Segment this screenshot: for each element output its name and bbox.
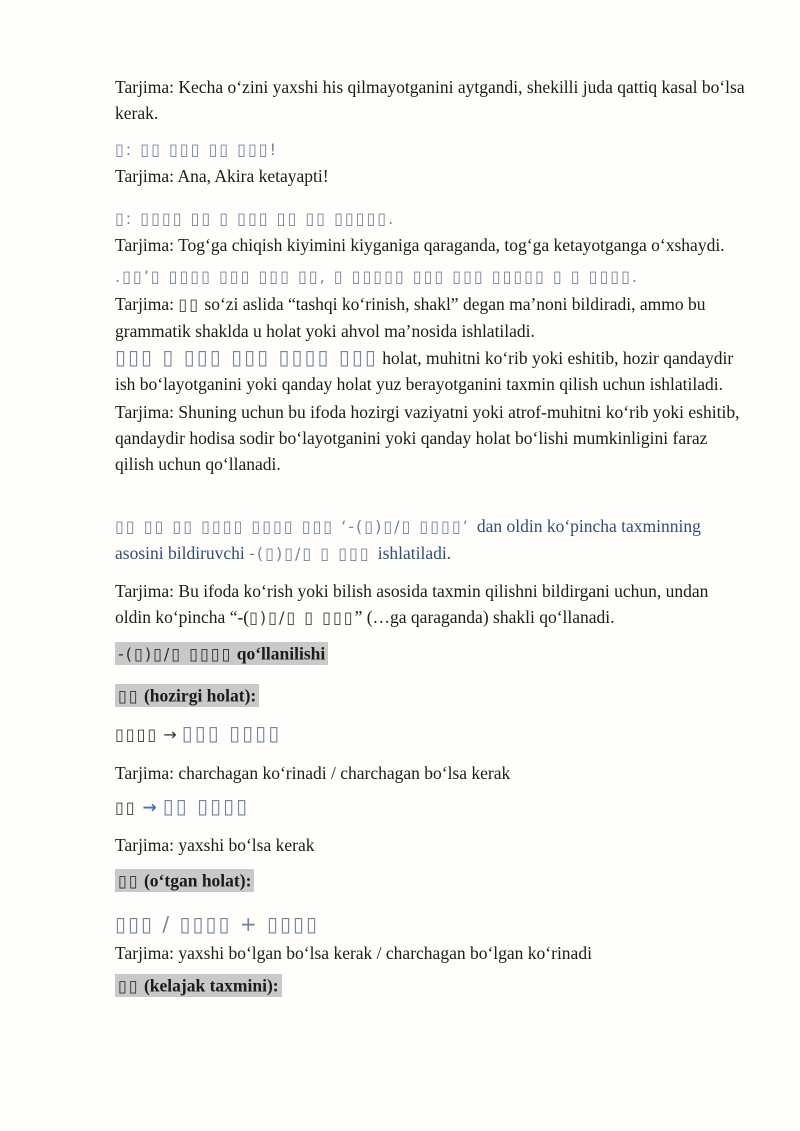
blue-grammar-note: ▯▯ ▯▯ ▯▯ ▯▯▯▯ ▯▯▯▯ ▯▯▯ ‘-(▯)▯/▯ ▯▯▯▯’ dan oldin ko‘pincha taxminning asosini bildiruvchi -(▯)▯/▯ ▯ ▯▯▯ ishlatiladi.: [115, 516, 701, 563]
translation-paragraph: Tarjima: Tog‘ga chiqish kiyimini kiyganiga qaraganda, tog‘ga ketayotganga o‘xshaydi.: [115, 235, 725, 255]
section-heading: [115, 640, 745, 667]
example-line: ▯▯▯▯ → ▯▯▯ ▯▯▯▯: [115, 721, 282, 745]
korean-dialog-line: ▯: ▯▯ ▯▯▯ ▯▯ ▯▯▯!: [115, 140, 278, 159]
translation-paragraph: Tarjima: yaxshi bo‘lsa kerak: [115, 835, 315, 855]
example-line: ▯▯▯ / ▯▯▯▯ + ▯▯▯▯: [115, 912, 319, 936]
translation-paragraph: Tarjima: Bu ifoda ko‘rish yoki bilish asosida taxmin qilishni bildirgani uchun, undan oldin ko‘pincha “-(▯)▯/▯ ▯ ▯▯▯” (…ga qaraganda) shakli qo‘llanadi.: [115, 581, 709, 627]
grammar-usage-paragraph: ▯▯▯ ▯ ▯▯▯ ▯▯▯ ▯▯▯▯ ▯▯▯ holat, muhitni ko‘rib yoki eshitib, hozir qandaydir ish bo‘layotganini yoki qanday holat yuz berayotganini taxmin qilish uchun ishlatiladi.: [115, 345, 734, 394]
translation-paragraph: Tarjima: Shuning uchun bu ifoda hozirgi vaziyatni yoki atrof-muhitni ko‘rib yoki eshitib, qandaydir hodisa sodir bo‘layotganini yoki qanday holat bo‘lishi mumkinligini faraz qilish uchun qo‘llanadi.: [115, 402, 740, 474]
highlighted-heading: -(▯)▯/▯ ▯▯▯▯ qo‘llanilishi: [115, 642, 328, 665]
example-line: ▯▯ → ▯▯ ▯▯▯▯: [115, 794, 250, 818]
document-content: [115, 74, 745, 999]
highlighted-heading: ▯▯ (kelajak taxmini):: [115, 974, 282, 997]
translation-paragraph: Tarjima: Kecha o‘zini yaxshi his qilmayotganini aytgandi, shekilli juda qattiq kasal bo‘lsa kerak.: [115, 77, 745, 123]
translation-paragraph: Tarjima: Ana, Akira ketayapti!: [115, 166, 329, 186]
translation-paragraph: Tarjima: ▯▯ so‘zi aslida “tashqi ko‘rinish, shakl” degan ma’noni bildiradi, ammo bu grammatik shaklda u holat yoki ahvol ma’nosida ishlatiladi.: [115, 294, 706, 341]
highlighted-heading: ▯▯ (hozirgi holat):: [115, 684, 259, 707]
highlighted-heading: ▯▯ (o‘tgan holat):: [115, 869, 254, 892]
translation-paragraph: Tarjima: charchagan ko‘rinadi / charchagan bo‘lsa kerak: [115, 763, 511, 783]
section-heading: [115, 682, 745, 709]
section-heading: [115, 972, 745, 999]
korean-sentence-line: .▯▯’▯ ▯▯▯▯ ▯▯▯ ▯▯▯ ▯▯, ▯ ▯▯▯▯▯ ▯▯▯ ▯▯▯ ▯▯▯▯▯ ▯ ▯ ▯▯▯▯.: [115, 267, 639, 286]
translation-paragraph: Tarjima: yaxshi bo‘lgan bo‘lsa kerak / charchagan bo‘lgan ko‘rinadi: [115, 943, 592, 963]
korean-dialog-line: ▯: ▯▯▯▯ ▯▯ ▯ ▯▯▯ ▯▯ ▯▯ ▯▯▯▯▯.: [115, 209, 396, 228]
section-heading: [115, 867, 745, 894]
